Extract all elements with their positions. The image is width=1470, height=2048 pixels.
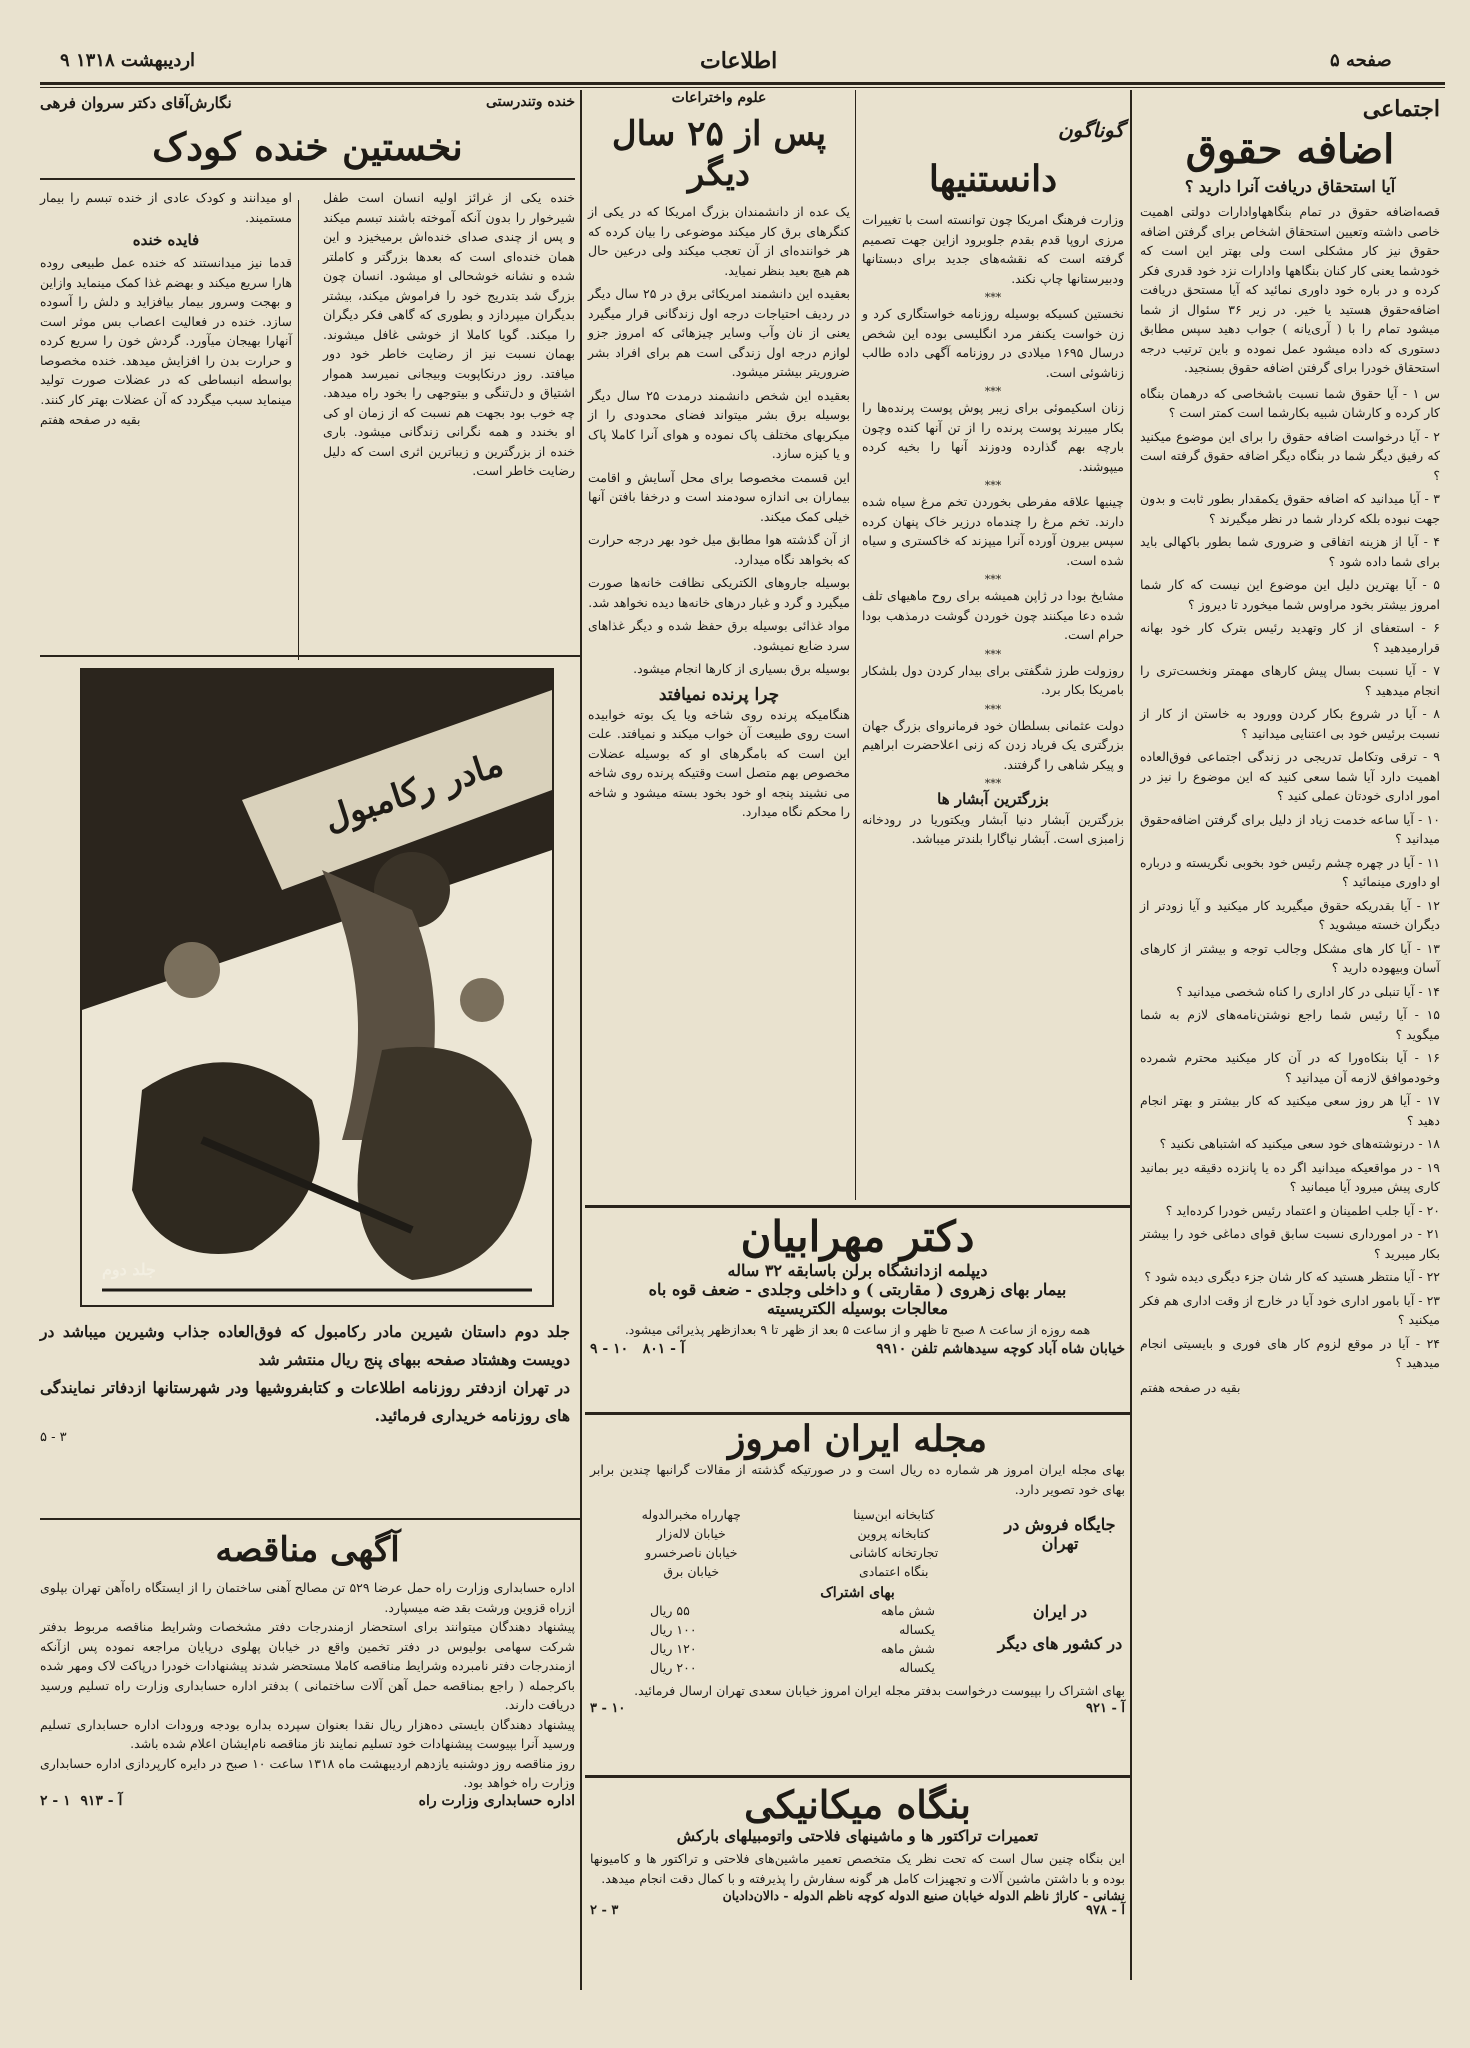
question-list <box>1140 384 1440 1373</box>
mechanic-address: نشانی - کاراژ ناظم الدوله خیابان صنیع الدوله کوچه ناظم الدوله - دالان‌دادیان <box>722 1888 1125 1903</box>
notice-text-1: اداره حسابداری وزارت راه حمل عرضا ۵۲۹ تن مصالح آهنی ساختمان را از ایستگاه راه‌آهن تهران بپلوی ازراه قزوین ورشت بقد ضه میسپارد. <box>40 1580 575 1615</box>
ad-code-2: ۲ - ۳ <box>590 1903 619 1918</box>
paragraph: مشایخ بودا در ژاپن همیشه برای روح ماهیهای تلف شده دعا میکنند چون خوردن گوشت درمذهب بودا حرام است. <box>862 588 1124 642</box>
ad-code-2: ۹ - ۱۰ <box>590 1341 629 1357</box>
volume-label: جلد دوم <box>102 1260 156 1279</box>
separator-stars: *** <box>984 479 1002 492</box>
question-item: ۷ - آیا نسبت بسال پیش کارهای مهمتر ونخست‌تری را انجام میدهید ؟ <box>1140 663 1440 698</box>
paragraph: بوسیله جاروهای الکتریکی نظافت خانه‌ها صورت میگیرد و گرد و غبار درهای خانه‌ها دیده نخواهد شد. <box>588 575 850 610</box>
shop-item: خیابان لاله‌زار <box>656 1526 726 1541</box>
doctor-diploma: دیپلمه ازدانشگاه برلن باسابقه ۳۲ ساله <box>727 1261 988 1280</box>
question-item: ۱۳ - آیا کار های مشکل وجالب توجه و بیشتر از کارهای آسان وبیهوده دارید ؟ <box>1140 940 1440 975</box>
article-subtitle: آیا استحقاق دریافت آنرا دارید ؟ <box>1184 177 1396 196</box>
header-rule-thin <box>40 87 1445 88</box>
question-item: ۱۴ - آیا تنبلی در کار اداری را کناه شخصی میدانید ؟ <box>1176 983 1440 999</box>
paragraph: زنان اسکیموئی برای زیبر پوش پوست پرنده‌ها را بکار میبرند پوست پرنده را از تن آنها کنده وچون بارچه بهم گذارده ودوزند آنها را بخیه کرده میپوشند. <box>862 400 1124 474</box>
question-item: ۱۶ - آیا بنکاه‌ورا که در آن کار میکنید محترم شمرده وخودموافق لازمه آن میدانید ؟ <box>1140 1050 1440 1085</box>
notice-code-2: ۱ - ۲ <box>40 1792 71 1809</box>
shop-item: چهارراه مخبرالدوله <box>641 1507 741 1522</box>
price-row <box>650 1658 935 1677</box>
article-body <box>588 202 850 679</box>
question-item: ۲ - آیا درخواست اضافه حقوق را برای این موضوع میکنید که رفیق دیگر شما در بنگاه دیگر اضافه حقوق گرفته است ؟ <box>1140 428 1440 483</box>
birds-text: هنگامیکه پرنده روی شاخه ویا یک بوته خوابیده است روی طبیعت آن خواب میکند و نمیافتد. علت این است که بامگرهای او که بوسیله عضلات مخصوص بهم متصل است وقتیکه پرنده روی شاخه می نشیند پنجه او خود بخود بسته میشود و شاخه را محکم نگاه میدارد. <box>588 706 850 819</box>
price-period: یکساله <box>899 1660 935 1675</box>
column-rule <box>1130 90 1132 1980</box>
ad-code-2: ۱۰ - ۳ <box>590 1700 626 1716</box>
column-rule <box>298 200 299 660</box>
header-rule <box>40 82 1445 85</box>
continued-note: بقیه در صفحه هفتم <box>40 412 141 427</box>
science-section <box>588 90 850 822</box>
iran-label: در ایران <box>1032 1602 1088 1621</box>
title-rule <box>40 178 575 180</box>
question-item: ۱۷ - آیا هر روز سعی میکنید که کار بیشتر و بهتر انجام دهید ؟ <box>1140 1093 1440 1128</box>
price-period: شش ماهه <box>880 1641 935 1656</box>
question-item: ۲۳ - آیا بامور اداری خود آیا در خارج از وقت اداری هم فکر میکنید ؟ <box>1140 1292 1440 1327</box>
book-banner-title: مادر رکامبول <box>319 744 509 840</box>
paragraph: بعقیده این شخص دانشمند درمدت ۲۵ سال دیگر بوسیله برق بشر میتواند فضای محدودی را از میکربهای مختلف پاک نموده و هوای آنرا کاملا پاک و یا کیزه سازد. <box>588 387 850 461</box>
column-rule <box>855 90 856 1200</box>
article-title: دانستنیها <box>928 158 1058 200</box>
foreign-label: در کشور های دیگر <box>997 1634 1123 1653</box>
paragraph: بزرگترین آبشار دنیا آبشار ویکتوریا در رودخانه زامبزی است. آبشار نیاگارا بلندتر میباشد. <box>862 811 1124 846</box>
price-period: یکساله <box>899 1622 935 1637</box>
ad-code: ۳ - ۵ <box>40 1430 67 1445</box>
subheading: بزرگترین آبشار ها <box>937 790 1049 808</box>
issue-date: ۹ اردیبهشت ۱۳۱۸ <box>60 50 196 71</box>
separator-stars: *** <box>984 573 1002 586</box>
question-item: ۳ - آیا میدانید که اضافه حقوق یکمقدار بطور ثابت و بدون جهت نبوده بلکه کردار شما در نظر میگیرند ؟ <box>1140 491 1440 526</box>
article-body <box>862 210 1124 849</box>
question-item: ۲۰ - آیا جلب اطمینان و اعتماد رئیس خودرا کرده‌اید ؟ <box>1165 1202 1440 1218</box>
section-rule <box>40 655 580 657</box>
article-title: پس از ۲۵ سال دیگر <box>611 114 827 194</box>
ad-code: آ - ۹۲۱ <box>1085 1700 1125 1716</box>
shop-item: تجارتخانه کاشانی <box>849 1545 939 1560</box>
article-body-col1: خنده یکی از غرائز اولیه انسان است طفل شیرخوار را بدون آنکه آموخته باشند تبسم میکند و پس از چندی صدای خنده‌اش برمیخیزد و این همان خنده‌ای است که بعدها بزرگتر و کاملتر شده و نشانه خوشحالی او میشود. انسان چون بزرگ شد بتدریج خود را فراموش میکند، بیشتر بدیگران میپردازد و بطوری که گاهی فکر دیگران را میکند. گویا کاملا از خوشی غافل میشوند. بهمان نسبت نیز از رضایت خاطر خود دور میافتد. روز درنکاپوبت وبیجانی نمیرسد هموار اشتیاق و دل‌تنگی و بیتوجهی را بخود راه میدهد. چه خوب بود بجهت هم نسبت که از زمان او کی او بخندد و همه نگرانی زندگانی میشود. باری خنده از بزرگترین و زیباترین اثری است که دلیل رضایت خاطر است. <box>323 190 575 478</box>
paragraph: بعقیده این دانشمند امریکائی برق در ۲۵ سال دیگر در ردیف احتیاجات درجه اول زندگانی قرار میگیرد یعنی از نان وآب وسایر چیزهائی که امروز جزو لوازم درجه اول زندگی است هم برای افراد بشر ضروریتر بیشتر میشود. <box>588 286 850 379</box>
section-rule <box>40 1518 580 1520</box>
paragraph: نخستین کسیکه بوسیله روزنامه خواستگاری کرد و زن خواست یکنفر مرد انگلیسی بوده این شخص درسال ۱۶۹۵ میلادی در روزنامه آگهی داده طالب زناشوئی است. <box>862 306 1124 380</box>
shop-item: کتابخانه پروین <box>857 1526 930 1541</box>
price-value: ۲۰۰ ریال <box>650 1660 697 1675</box>
social-section <box>1140 96 1440 1398</box>
question-item: ۲۱ - در امورداری نسبت سابق قوای دماغی خود را بیشتر بکار میبرید ؟ <box>1140 1226 1440 1261</box>
notice-text-4: روز مناقصه روز دوشنبه یازدهم اردیبهشت ماه ۱۳۱۸ ساعت ۱۰ صبح در دایره کارپردازی اداره حسابداری وزارت راه خواهد بود. <box>40 1755 576 1790</box>
question-item: س ۱ - آیا حقوق شما نسبت باشخاصی که درهمان بنگاه کار کرده و کارشان شبیه بکارشما است کمتر است ؟ <box>1140 385 1440 420</box>
continued-note: بقیه در صفحه هفتم <box>1140 1379 1241 1395</box>
section-tag: گوناگون <box>1057 118 1124 142</box>
question-item: ۱۲ - آیا بقدریکه حقوق میگیرید کار میکنید و آیا زودتر از دیگران خسته میشوید ؟ <box>1140 897 1440 932</box>
subheading: چرا پرنده نمیافتد <box>658 684 780 705</box>
shop-item: خیابان برق <box>663 1564 720 1579</box>
ad-rule <box>585 1205 1130 1208</box>
page-number: صفحه ۵ <box>1330 50 1392 71</box>
book-ad <box>40 1318 570 1445</box>
shop-item: خیابان ناصرخسرو <box>645 1545 738 1560</box>
paragraph: این قسمت مخصوصا برای محل آسایش و اقامت بیماران بی اندازه سودمند است و درخفا بافتن آنها خیلی کمک میکند. <box>588 469 850 524</box>
magazine-footer: بهای اشتراک را بپیوست درخواست بدفتر مجله ایران امروز خیابان سعدی تهران ارسال فرمائید. <box>634 1683 1125 1698</box>
price-row <box>650 1620 935 1639</box>
ad-code: آ - ۹۷۸ <box>1085 1903 1125 1918</box>
mechanic-subtitle: تعمیرات تراکتور ها و ماشینهای فلاحتی واتومبیلهای بارکش <box>676 1827 1039 1845</box>
question-item: ۲۲ - آیا منتظر هستید که کار شان جزء دیگری دیده شود ؟ <box>1144 1269 1440 1284</box>
ad-rule <box>585 1775 1130 1778</box>
shops-label: جایگاه فروش در تهران <box>1004 1515 1116 1553</box>
article-intro: قصه‌اضافه حقوق در تمام بنگاههاوادارات دولتی اهمیت خاصی داشته وتعیین استحقاق اشخاص برای گرفتن اضافه حقوق نیز کار مشکلی است ولی بهتر این است که خودشما یعنی کار کنان بنگاهها وادارات نزد خود قدری فکر کرده و در باره خود داوری نمائید که آیا مستحق دریافت اضافه‌حقوق هستید یا خیر. در زیر ۳۶ سئوال از شما میشود تمام را با ( آری‌یانه ) جواب دهید سپس مطابق دستوری که داده میشود عمل نموده و باین ترتیب درجه استحقاق خودرا برای گرفتن اضافه حقوق بسنجید. <box>1140 204 1441 375</box>
notice-title: آگهی مناقصه <box>215 1530 400 1570</box>
question-item: ۱۵ - آیا رئیس شما راجع نوشتن‌نامه‌های لازم به شما میگوید ؟ <box>1140 1007 1440 1042</box>
price-value: ۱۰۰ ریال <box>650 1622 697 1637</box>
article-body-col2-text: قدما نیز میدانستند که خنده عمل طبیعی روده هارا سریع میکند و بهضم غذا کمک مینماید وازاین و بهجت وسرور بیمار بیافزاید و دلش را آسوده سازد. خنده در فعالیت اعصاب بس موثر است آنهارا بهیجان میآورد. گردش خون را سریع کرده و حرارت بدن را افزایش میدهد. خنده مخصوصا بواسطه انبساطی که در عضلات صورت تولید مینماید سبب میگردد که آن عضلات بهتر کار کنند. <box>40 255 292 407</box>
paragraph: مواد غذائی بوسیله برق حفظ شده و دیگر غذاهای سرد ضایع نمیشود. <box>588 618 850 653</box>
subheading: فایده خنده <box>132 231 200 249</box>
price-value: ۱۲۰ ریال <box>650 1641 697 1656</box>
doctor-specialty: بیمار بهای زهروی ( مقاربتی ) و داخلی وجلدی - ضعف قوه باه <box>648 1280 1067 1299</box>
price-period: شش ماهه <box>880 1603 935 1618</box>
shops-list <box>590 1505 995 1581</box>
magazine-ad <box>590 1418 1125 1716</box>
shop-item: بنگاه اعتمادی <box>858 1564 929 1579</box>
question-item: ۴ - آیا از هزینه اتفاقی و ضروری شما بطور باکهالی باید برای شما داده شود ؟ <box>1140 534 1440 569</box>
question-item: ۶ - استعفای از کار وتهدید رئیس بترک کار خود بهانه قرارمیدهید ؟ <box>1140 620 1440 655</box>
separator-stars: *** <box>984 702 1002 716</box>
magazine-intro: بهای مجله ایران امروز هر شماره ده ریال است و در صورتیکه گذشته از مقالات گرانبها چندین برابر بهای خود تصویر دارد. <box>590 1462 1125 1497</box>
question-item: ۱۱ - آیا در چهره چشم رئیس خود بخوبی نگریسته و درباره او داوری مینمائید ؟ <box>1140 854 1440 889</box>
question-item: ۲۴ - آیا در موقع لزوم کار های فوری و بایسیتی انجام میدهید ؟ <box>1140 1335 1440 1370</box>
ad-rule <box>585 1412 1130 1415</box>
newspaper-name: اطلاعات <box>700 48 778 74</box>
magazine-title: مجله ایران امروز <box>727 1418 988 1460</box>
paragraph: بوسیله برق بسیاری از کارها انجام میشود. <box>633 661 850 676</box>
paragraph: از آن گذشته هوا مطابق میل خود بهر درجه حرارت که بخواهد نگاه میدارد. <box>588 532 850 567</box>
book-cover-illustration <box>80 668 554 1307</box>
separator-stars: *** <box>984 291 1002 304</box>
question-item: ۱۰ - آیا ساعه خدمت زیاد از دلیل برای گرفتن اضافه‌حقوق میدانید ؟ <box>1140 811 1440 846</box>
author-line: نگارش‌آقای دکتر سروان فرهی <box>40 94 232 112</box>
book-caption: جلد دوم داستان شیرین مادر رکامبول که فوق‌العاده جذاب وشیرین میباشد در دویست وهشتاد صفحه ببهای پنج ریال منتشر شد <box>40 1322 570 1369</box>
doctor-treatment: معالجات بوسیله الکتریسیته <box>766 1299 949 1318</box>
paragraph: وزارت فرهنگ امریکا چون توانسته است با تغییرات مرزی اروپا قدم بقدم جلوبرود ازاین جهت تصمیم گرفته است که نقشه‌های جدید برای دبستانها ودبیرستانها چاپ نکند. <box>862 212 1124 286</box>
article-body-col2: او میدانند و کودک عادی از خنده تبسم را بیمار مستمیند. <box>40 190 292 225</box>
separator-stars: *** <box>984 777 1002 790</box>
question-item: ۹ - ترقی وتکامل تدریجی در زندگی اجتماعی فوق‌العاده اهمیت دارد آیا شما سعی کنید که این موضوع را نیز در امور اداری خودتان عملی کنید ؟ <box>1140 749 1440 803</box>
notice-code: آ - ۹۱۳ <box>80 1792 123 1809</box>
mechanic-title: بنگاه میکانیکی <box>744 1782 971 1827</box>
notice-signature: اداره حسابداری وزارت راه <box>418 1792 575 1809</box>
separator-stars: *** <box>984 385 1002 398</box>
price-row <box>650 1601 935 1620</box>
shop-item: کتابخانه ابن‌سینا <box>853 1507 935 1522</box>
price-value: ۵۵ ریال <box>650 1603 690 1618</box>
paragraph: یک عده از دانشمندان بزرگ امریکا که در یکی از کنگرهای برق کار میکند موضوعی را بیان کرده که هر خواننده‌ای از آن تعجب میکند ولی درعین حال هم هیچ بعید بنظر نمیاید. <box>588 204 850 278</box>
book-text: در تهران ازدفتر روزنامه اطلاعات و کتابفروشیها ودر شهرستانها ازدفاتر نمایندگی های روزنامه خریداری فرمائید. <box>40 1378 570 1425</box>
price-table <box>590 1601 995 1677</box>
question-item: ۸ - آیا در شروع بکار کردن وورود به خاستن از کار از نسبت برئیس خود بی اعتنایی میدانید ؟ <box>1140 706 1440 741</box>
column-rule <box>580 90 582 1990</box>
notice-text-2: پیشنهاد دهندگان میتوانند برای استحضار ازمندرجات دفتر مشخصات وشرایط مناقصه مربوط بدفتر شرکت سهامی بولیوس در دفتر تخمین واقع در خیابان پهلوی درپایان مراجعه نموده پس ازآنکه ازمندرجات دفتر نامبرده وشرایط مناقصه کاملا مستحضر شدند پیشنهادات خودرا درپاکت لاک ومهر شده باکرجمله ( راجع بمناقصه حمل آهن آلات ساختمانی ) بدفتر اداره حسابداری وزارت راه تسلیم ورسید دریافت دارند. <box>40 1619 575 1712</box>
tender-notice <box>40 1530 575 1809</box>
doctor-name: دکتر مهرابیان <box>740 1212 975 1261</box>
doctor-hours: همه روزه از ساعت ۸ صبح تا ظهر و از ساعت ۵ بعد از ظهر تا ۹ بعدازظهر پذیرائی میشود. <box>624 1322 1091 1337</box>
doctor-ad <box>590 1212 1125 1357</box>
question-item: ۵ - آیا بهترین دلیل این موضوع این نیست که کار شما امروز بیشتر بخود مراوس شما میخورد تا دیروز ؟ <box>1140 577 1440 612</box>
paragraph: روزولت طرز شگفتی برای بیدار کردن دول بلشکار بامریکا بکار برد. <box>862 662 1124 697</box>
paragraph: دولت عثمانی بسلطان خود فرمانروای بزرگ جهان بزرگتری یک فریاد زدن که زنی اعلاحضرت ابراهیم و پیکر شاهی را گرفتند. <box>862 717 1124 772</box>
misc-section <box>862 118 1124 853</box>
question-item: ۱۹ - در مواقعیکه میدانید اگر ده یا پانزده دقیقه دیر بمانید کاری پیش میرود آیا میمانید ؟ <box>1140 1159 1440 1194</box>
notice-text-3: پیشنهاد دهندگان بایستی ده‌هزار ریال نقدا بعنوان سپرده بداره بودجه ورودات اداره حسابداری تسلیم ورسید آنرا بپیوست پیشنهادات خود تسلیم نمایند ناز مناقصه نام‌ایشان اعلام شده باشد. <box>40 1716 575 1751</box>
section-tag: علوم واختراعات <box>671 90 767 106</box>
mechanic-text: این بنگاه چنین سال است که تحت نظر یک متخصص تعمیر ماشین‌های فلاحتی و تراکتور ها و کامیونها بوده و با داشتن ماشین آلات و تجهیزات کامل هر گونه سفارش را پذیرفته و با کمال دقت انجام میدهد. <box>590 1851 1125 1886</box>
question-item: ۱۸ - درنوشته‌های خود سعی میکنید که اشتباهی نکنید ؟ <box>1159 1136 1440 1151</box>
price-label: بهای اشتراک <box>820 1585 895 1601</box>
section-tag: خنده وتندرستی <box>485 94 575 110</box>
mechanic-ad <box>590 1782 1125 1918</box>
doctor-address: خیابان شاه آباد کوچه سیدهاشم تلفن ۹۹۱۰ <box>876 1341 1125 1357</box>
article-title: اضافه حقوق <box>1185 126 1395 173</box>
ad-code: آ - ۸۰۱ <box>642 1341 685 1357</box>
price-row <box>650 1639 935 1658</box>
section-tag: اجتماعی <box>1362 96 1440 122</box>
separator-stars: *** <box>984 647 1002 661</box>
paragraph: چینیها علاقه مفرطی بخوردن تخم مرغ سیاه شده دارند. تخم مرغ را چندماه درزیر خاک پنهان کرده سپس بیرون آورده آنرا میپزند که خاکستری و سیاه شده است. <box>862 494 1124 568</box>
article-title: نخستین خنده کودک <box>152 124 463 169</box>
